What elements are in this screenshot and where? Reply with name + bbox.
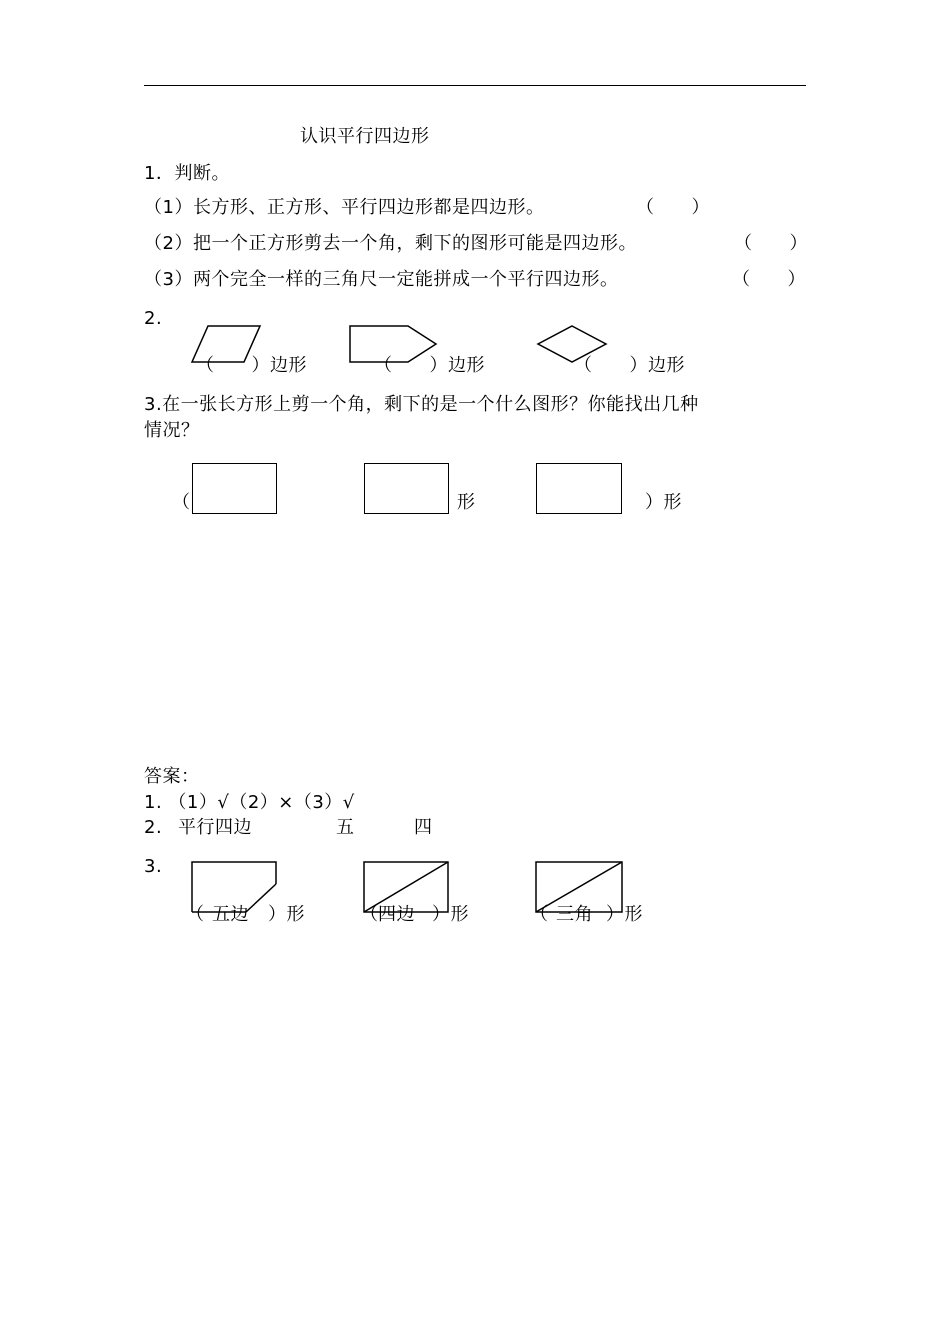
- q3-blank-2: 形: [457, 492, 476, 513]
- q1-label: 1．判断。: [144, 163, 230, 184]
- q3-line-1: 3.在一张长方形上剪一个角，剩下的是一个什么图形？你能找出几种: [144, 394, 699, 415]
- answer-3-blank-3-value: 三角: [556, 904, 593, 925]
- q1-item-1-bracket: （ ）: [636, 197, 710, 218]
- q1-item-3: （3）两个完全一样的三角尺一定能拼成一个平行四边形。: [144, 269, 619, 290]
- q2-blank-3: （ ）边形: [574, 355, 685, 376]
- q3-rectangle-3: [536, 463, 622, 514]
- q3-rectangle-2: [364, 463, 449, 514]
- answer-3-blank-1-close: ）形: [268, 904, 305, 925]
- q3-blank-3: ）形: [645, 492, 682, 513]
- q3-rectangle-1: [192, 463, 277, 514]
- q1-item-2-bracket: （ ）: [734, 233, 808, 254]
- q2-blank-2: （ ）边形: [374, 355, 485, 376]
- page-title: 认识平行四边形: [300, 126, 430, 147]
- answer-3-blank-1-value: 五边: [212, 904, 249, 925]
- answer-3-blank-2-open: （: [360, 904, 379, 925]
- q1-item-3-bracket: （ ）: [732, 269, 806, 290]
- answer-2-label: 2.: [144, 817, 163, 838]
- q1-item-1: （1）长方形、正方形、平行四边形都是四边形。: [144, 197, 545, 218]
- answer-2-value-3: 四: [414, 817, 433, 838]
- answer-3-blank-3-open: （: [530, 904, 549, 925]
- answers-heading: 答案：: [144, 766, 200, 787]
- q2-label: 2.: [144, 308, 163, 329]
- q1-item-2: （2）把一个正方形剪去一个角，剩下的图形可能是四边形。: [144, 233, 637, 254]
- q2-blank-1: （ ）边形: [196, 355, 307, 376]
- answer-3-blank-2-close: ）形: [432, 904, 469, 925]
- header-rule: [144, 85, 806, 86]
- answer-3-blank-1-open: （: [186, 904, 205, 925]
- answer-1: 1. （1）√（2）×（3）√: [144, 792, 355, 813]
- answer-3-blank-3-close: ）形: [606, 904, 643, 925]
- q3-blank-1: （: [172, 492, 191, 513]
- q3-line-2: 情况？: [144, 420, 200, 441]
- answer-3-blank-2-value: 四边: [378, 904, 415, 925]
- answer-3-label: 3.: [144, 856, 163, 877]
- answer-2-value-1: 平行四边: [178, 817, 252, 838]
- answer-2-value-2: 五: [336, 817, 355, 838]
